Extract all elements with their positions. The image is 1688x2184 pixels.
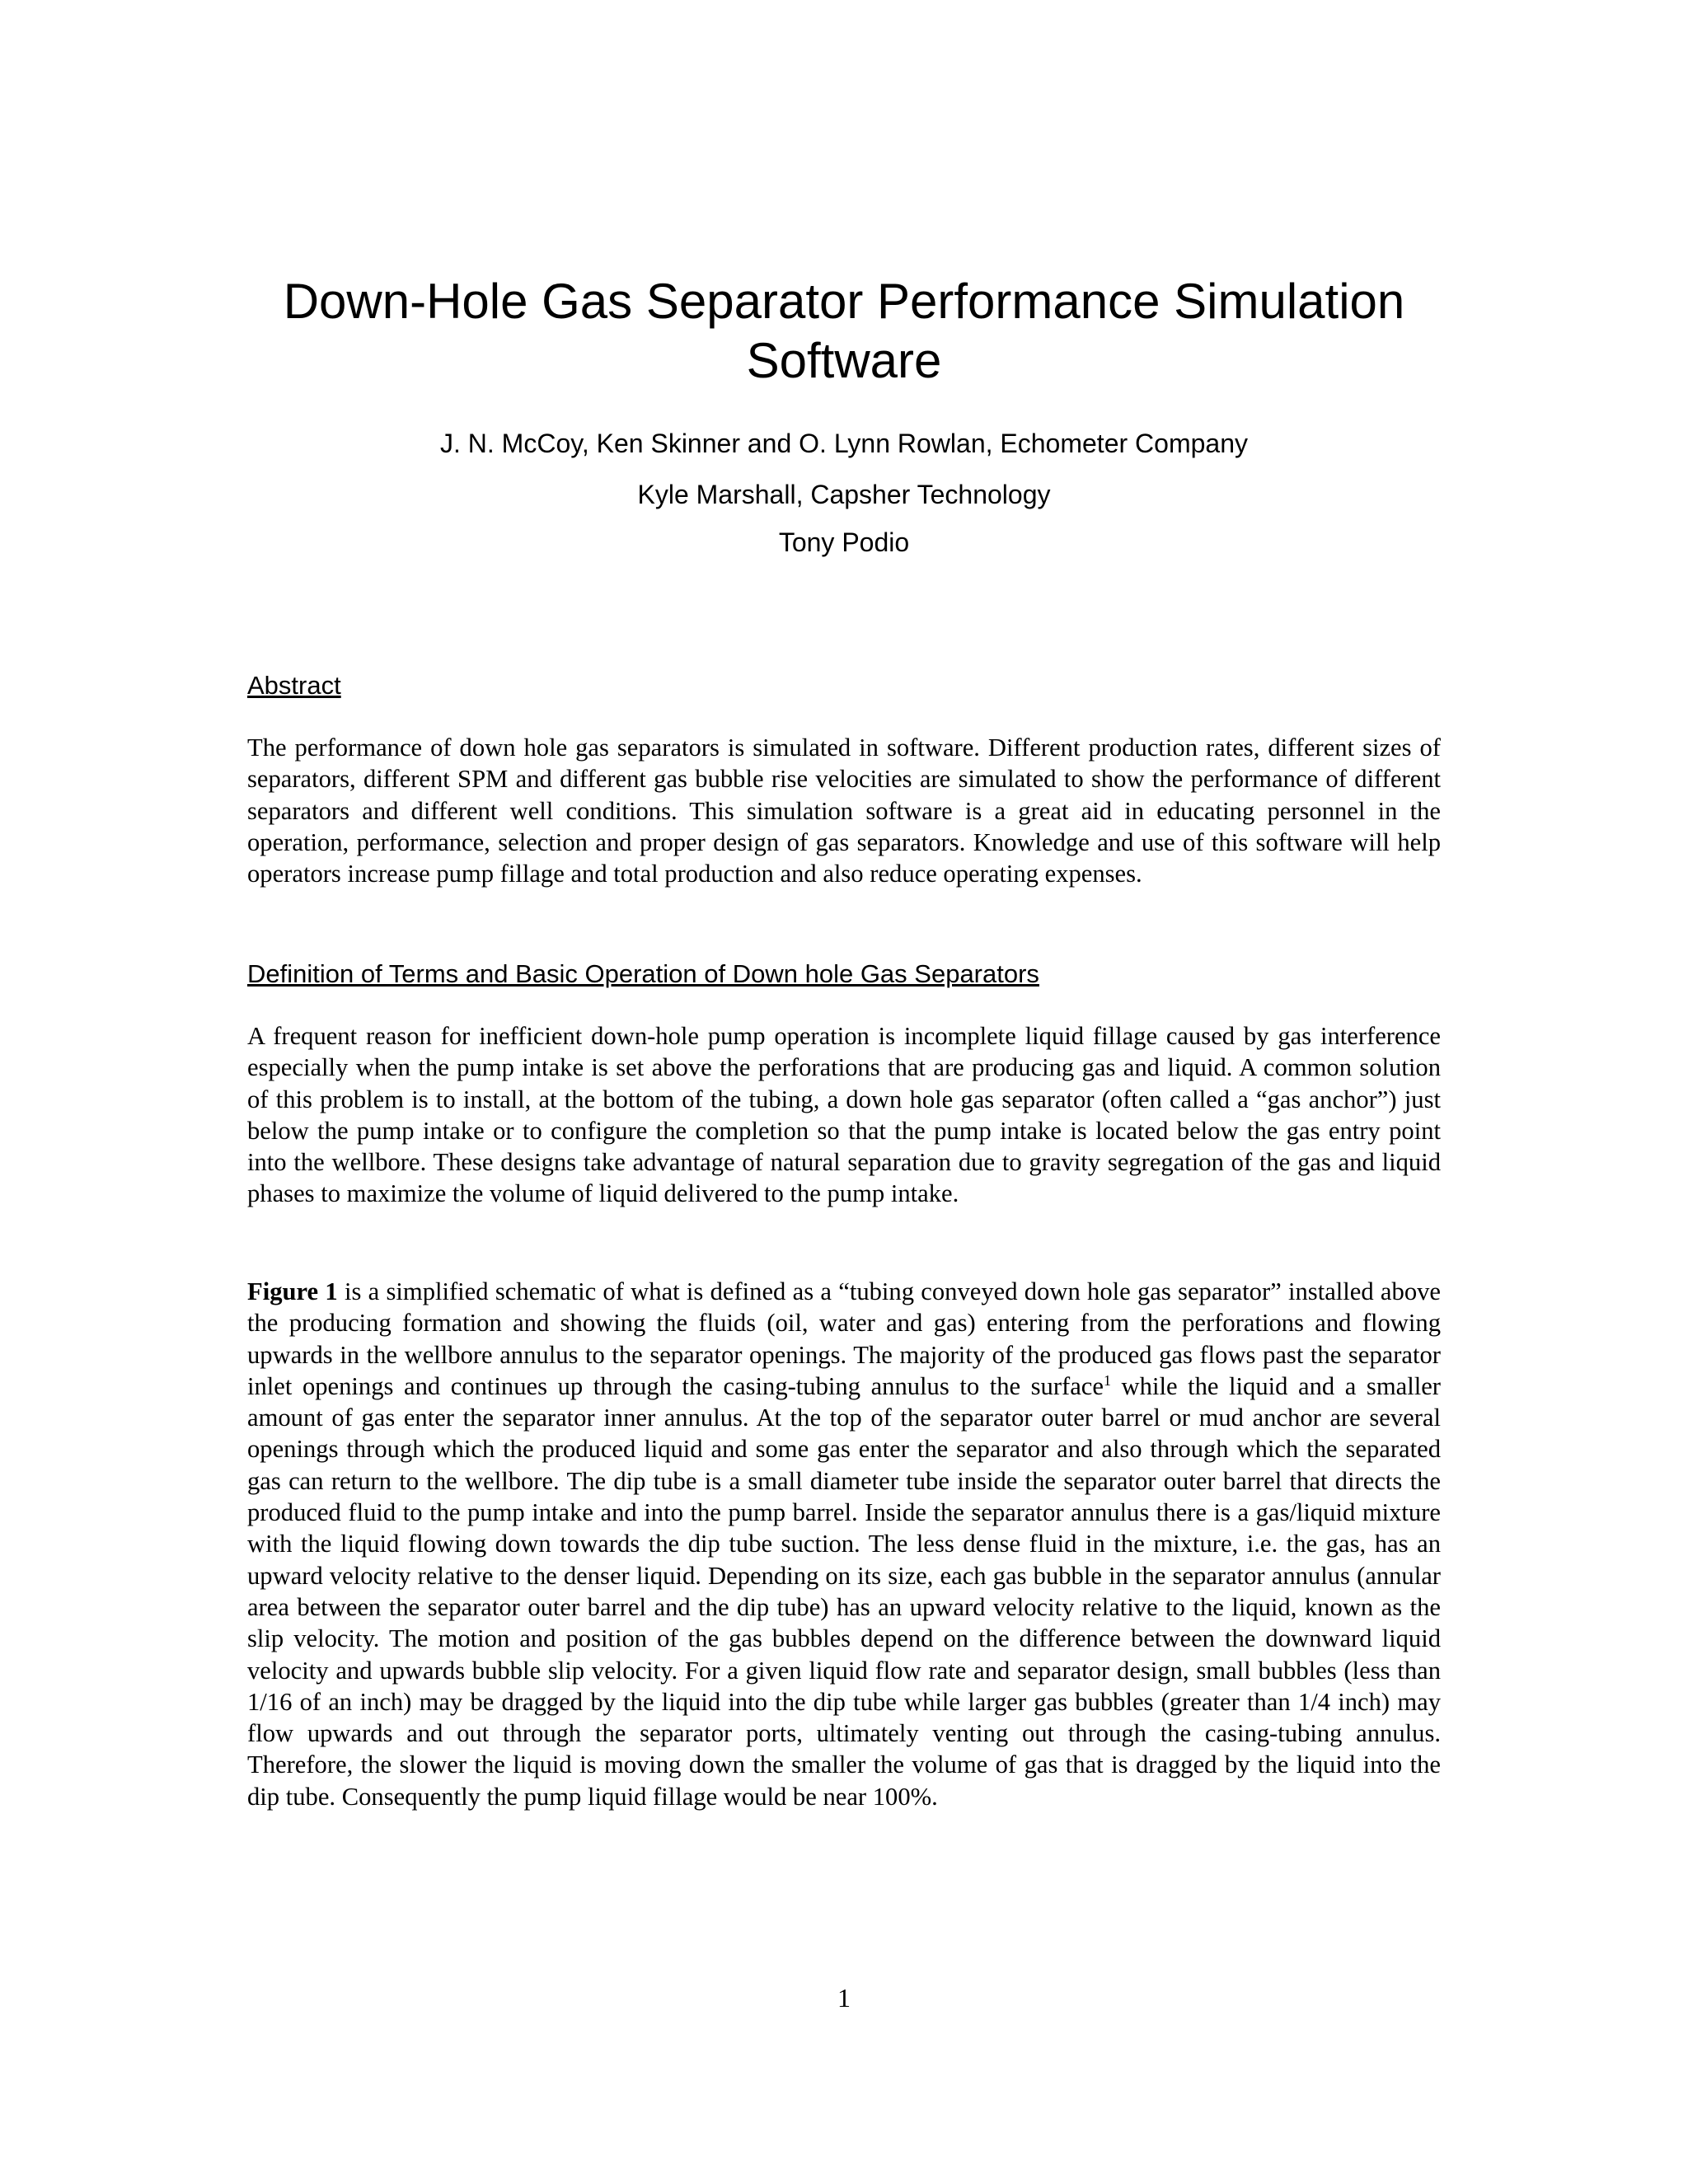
paragraph-text-part-2: while the liquid and a smaller amount of gas enter the separator inner annulus. At the top of the separator outer barrel or mud anchor are several openings through which the produced liquid and some gas enter the separator and also through which the separated gas can return to the wellbore. The dip tube is a small diameter tube inside the separator outer barrel that directs the produced fluid to the pump intake and into the pump barrel. Inside the separator annulus there is a gas/liquid mixture with the liquid flowing down towards the dip tube suction. The less dense fluid in the mixture, i.e. the gas, has an upward velocity relative to the denser liquid. Depending on its size, each gas bubble in the separator annulus (annular area between the separator outer barrel and the dip tube) has an upward velocity relative to the liquid, known as the slip velocity. The motion and position of the gas bubbles depend on the difference between the downward liquid velocity and upwards bubble slip velocity. For a given liquid flow rate and separator design, small bubbles (less than 1/16 of an inch) may be dragged by the liquid into the dip tube while larger gas bubbles (greater than 1/4 inch) may flow upwards and out through the separator ports, ultimately venting out through the casing-tubing annulus. Therefore, the slower the liquid is moving down the smaller the volume of gas that is dragged by the liquid into the dip tube. Consequently the pump liquid fillage would be near 100%. (247, 1371, 1441, 1811)
abstract-heading: Abstract (247, 671, 341, 700)
footnote-marker: 1 (1103, 1371, 1111, 1389)
definitions-paragraph-2 (247, 1276, 1441, 1812)
paragraph-text-part-1: is a simplified schematic of what is defined as a “tubing conveyed down hole gas separator” installed above the producing formation and showing the fluids (oil, water and gas) entering from the perforations and flowing upwards in the wellbore annulus to the separator openings. The majority of the produced gas flows past the separator inlet openings and continues up through the casing-tubing annulus to the surface (247, 1277, 1441, 1400)
author-line-3: Tony Podio (778, 527, 910, 557)
definitions-paragraph-1: A frequent reason for inefficient down-hole pump operation is incomplete liquid fillage caused by gas interference especially when the pump intake is set above the perforations that are producing gas and liquid. A common solution of this problem is to install, at the bottom of the tubing, a down hole gas separator (often called a “gas anchor”) just below the pump intake or to configure the completion so that the pump intake is located below the gas entry point into the wellbore. These designs take advantage of natural separation due to gravity segregation of the gas and liquid phases to maximize the volume of liquid delivered to the pump intake. (247, 1022, 1441, 1208)
abstract-text: The performance of down hole gas separators is simulated in software. Different production rates, different sizes of separators, different SPM and different gas bubble rise velocities are simulated to show the performance of different separators and different well conditions. This simulation software is a great aid in educating personnel in the operation, performance, selection and proper design of gas separators. Knowledge and use of this software will help operators increase pump fillage and total production and also reduce operating expenses. (247, 733, 1441, 888)
author-line-2: Kyle Marshall, Capsher Technology (637, 480, 1051, 509)
definitions-heading: Definition of Terms and Basic Operation of Down hole Gas Separators (247, 959, 1039, 988)
page-number: 1 (837, 1983, 851, 2013)
paper-title: Down-Hole Gas Separator Performance Simulation Software (283, 274, 1405, 388)
figure-reference: Figure 1 (247, 1277, 338, 1305)
author-line-1: J. N. McCoy, Ken Skinner and O. Lynn Rowlan, Echometer Company (440, 429, 1248, 458)
